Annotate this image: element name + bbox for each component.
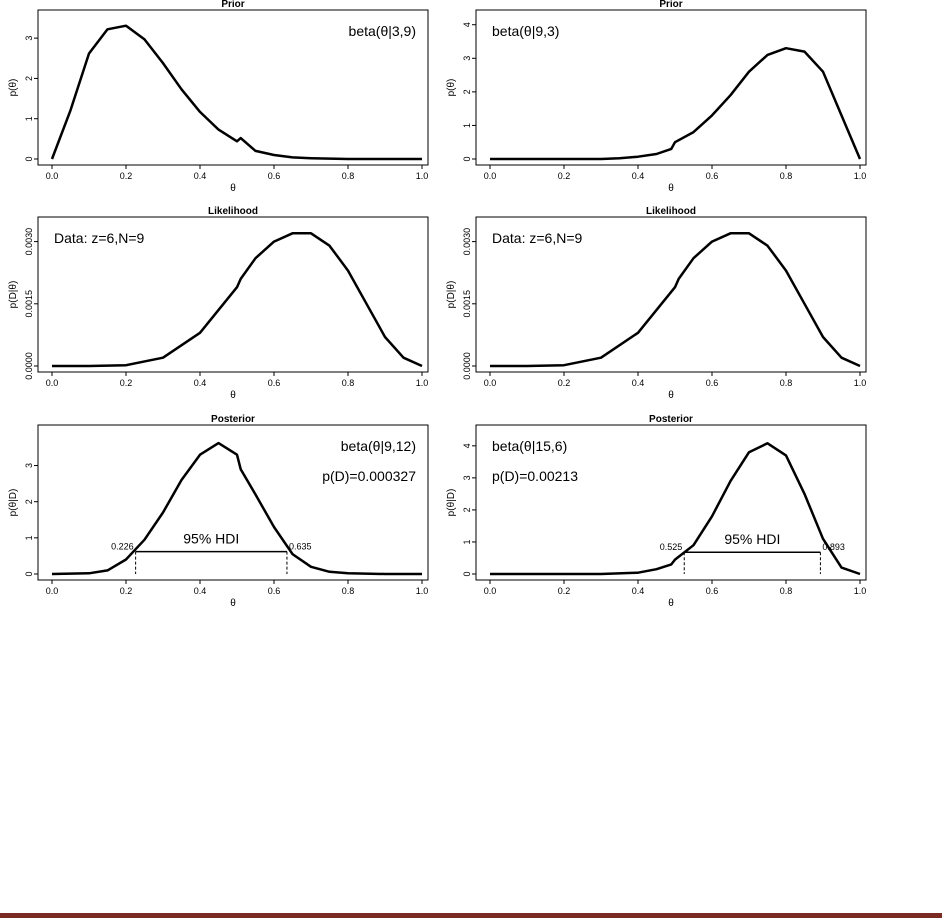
y-axis-label: p(θ): [8, 78, 19, 97]
x-tick-label: 0.0: [45, 171, 59, 181]
x-tick-label: 1.0: [415, 378, 429, 388]
density-curve: [52, 443, 422, 574]
y-tick-label: 0.0000: [24, 352, 34, 380]
x-tick-label: 1.0: [415, 171, 429, 181]
y-tick-label: 0: [24, 156, 34, 162]
x-tick-label: 1.0: [853, 171, 867, 181]
panel-title: Prior: [221, 0, 245, 10]
x-axis-label: θ: [230, 183, 236, 194]
panel-2: [446, 0, 866, 194]
x-tick-label: 0.0: [483, 171, 497, 181]
y-tick-label: 0.0030: [462, 227, 472, 256]
density-curve: [490, 48, 860, 159]
x-tick-label: 0.2: [557, 171, 571, 181]
x-tick-label: 0.6: [705, 586, 719, 596]
annotation: beta(θ|3,9): [348, 23, 416, 39]
y-tick-label: 1: [24, 535, 34, 541]
x-tick-label: 0.8: [779, 586, 793, 596]
annotation: beta(θ|9,3): [492, 23, 560, 39]
x-tick-label: 0.4: [631, 586, 645, 596]
x-axis-label: θ: [230, 390, 236, 401]
hdi-low-value: 0.226: [111, 541, 134, 552]
y-tick-label: 0.0015: [462, 290, 472, 318]
x-tick-label: 0.2: [119, 171, 133, 181]
panel-title: Likelihood: [646, 206, 696, 217]
x-tick-label: 0.8: [341, 586, 355, 596]
x-tick-label: 0.4: [193, 378, 207, 388]
y-tick-label: 2: [24, 75, 34, 81]
x-tick-label: 0.8: [341, 171, 355, 181]
panel-title: Posterior: [649, 414, 693, 425]
y-axis-label: p(D|θ): [8, 280, 19, 309]
panel-4: [446, 206, 866, 401]
y-axis-label: p(D|θ): [446, 280, 457, 309]
panel-title: Likelihood: [208, 206, 258, 217]
y-tick-label: 0.0030: [24, 227, 34, 256]
footer-rule: [0, 913, 942, 918]
x-tick-label: 0.2: [557, 378, 571, 388]
y-tick-label: 4: [462, 443, 472, 449]
panel-6: [446, 414, 866, 609]
y-tick-label: 2: [24, 499, 34, 505]
x-tick-label: 1.0: [415, 586, 429, 596]
annotation: beta(θ|9,12): [340, 438, 416, 454]
y-tick-label: 4: [462, 22, 472, 28]
y-tick-label: 0.0000: [462, 352, 472, 380]
y-tick-label: 3: [24, 35, 34, 41]
y-tick-label: 0: [24, 571, 34, 577]
x-tick-label: 0.2: [557, 586, 571, 596]
panel-3: [8, 206, 428, 401]
x-tick-label: 0.4: [193, 586, 207, 596]
x-axis-label: θ: [230, 598, 236, 609]
y-tick-label: 3: [24, 463, 34, 469]
y-tick-label: 2: [462, 507, 472, 513]
x-tick-label: 0.2: [119, 586, 133, 596]
y-tick-label: 2: [462, 89, 472, 95]
annotation: Data: z=6,N=9: [492, 230, 583, 246]
x-tick-label: 0.0: [483, 378, 497, 388]
y-tick-label: 0: [462, 571, 472, 577]
x-tick-label: 1.0: [853, 378, 867, 388]
y-tick-label: 3: [462, 55, 472, 61]
y-tick-label: 3: [462, 475, 472, 481]
annotation: p(D)=0.000327: [322, 468, 416, 484]
x-tick-label: 0.4: [631, 171, 645, 181]
panel-1: [8, 0, 428, 194]
x-tick-label: 0.4: [631, 378, 645, 388]
hdi-label: 95% HDI: [724, 531, 781, 548]
y-tick-label: 1: [462, 122, 472, 128]
y-tick-label: 1: [24, 116, 34, 122]
x-tick-label: 0.2: [119, 378, 133, 388]
x-axis-label: θ: [668, 598, 674, 609]
panel-title: Prior: [659, 0, 683, 10]
x-axis-label: θ: [668, 390, 674, 401]
y-axis-label: p(θ): [446, 78, 457, 97]
hdi-high-value: 0.893: [822, 542, 845, 553]
x-tick-label: 0.0: [45, 378, 59, 388]
x-tick-label: 0.6: [267, 378, 281, 388]
density-curve: [490, 233, 860, 366]
y-tick-label: 0.0015: [24, 290, 34, 318]
x-tick-label: 0.6: [267, 171, 281, 181]
hdi-low-value: 0.525: [659, 542, 683, 553]
annotation: p(D)=0.00213: [492, 468, 579, 484]
x-axis-label: θ: [668, 183, 674, 194]
annotation: Data: z=6,N=9: [54, 230, 145, 246]
x-tick-label: 0.0: [483, 586, 497, 596]
panel-5: [8, 414, 428, 609]
annotation: beta(θ|15,6): [492, 438, 568, 454]
x-tick-label: 0.6: [705, 378, 719, 388]
x-tick-label: 0.6: [705, 171, 719, 181]
hdi-high-value: 0.635: [288, 541, 312, 552]
x-tick-label: 0.4: [193, 171, 207, 181]
x-tick-label: 0.0: [45, 586, 59, 596]
density-curve: [52, 233, 422, 366]
y-axis-label: p(θ|D): [446, 488, 457, 517]
y-axis-label: p(θ|D): [8, 488, 19, 517]
density-curve: [52, 26, 422, 159]
density-curve: [490, 443, 860, 574]
x-tick-label: 0.6: [267, 586, 281, 596]
x-tick-label: 0.8: [779, 378, 793, 388]
hdi-label: 95% HDI: [183, 530, 240, 547]
x-tick-label: 0.8: [779, 171, 793, 181]
panel-title: Posterior: [211, 414, 255, 425]
y-tick-label: 1: [462, 539, 472, 545]
x-tick-label: 1.0: [853, 586, 867, 596]
y-tick-label: 0: [462, 156, 472, 162]
x-tick-label: 0.8: [341, 378, 355, 388]
